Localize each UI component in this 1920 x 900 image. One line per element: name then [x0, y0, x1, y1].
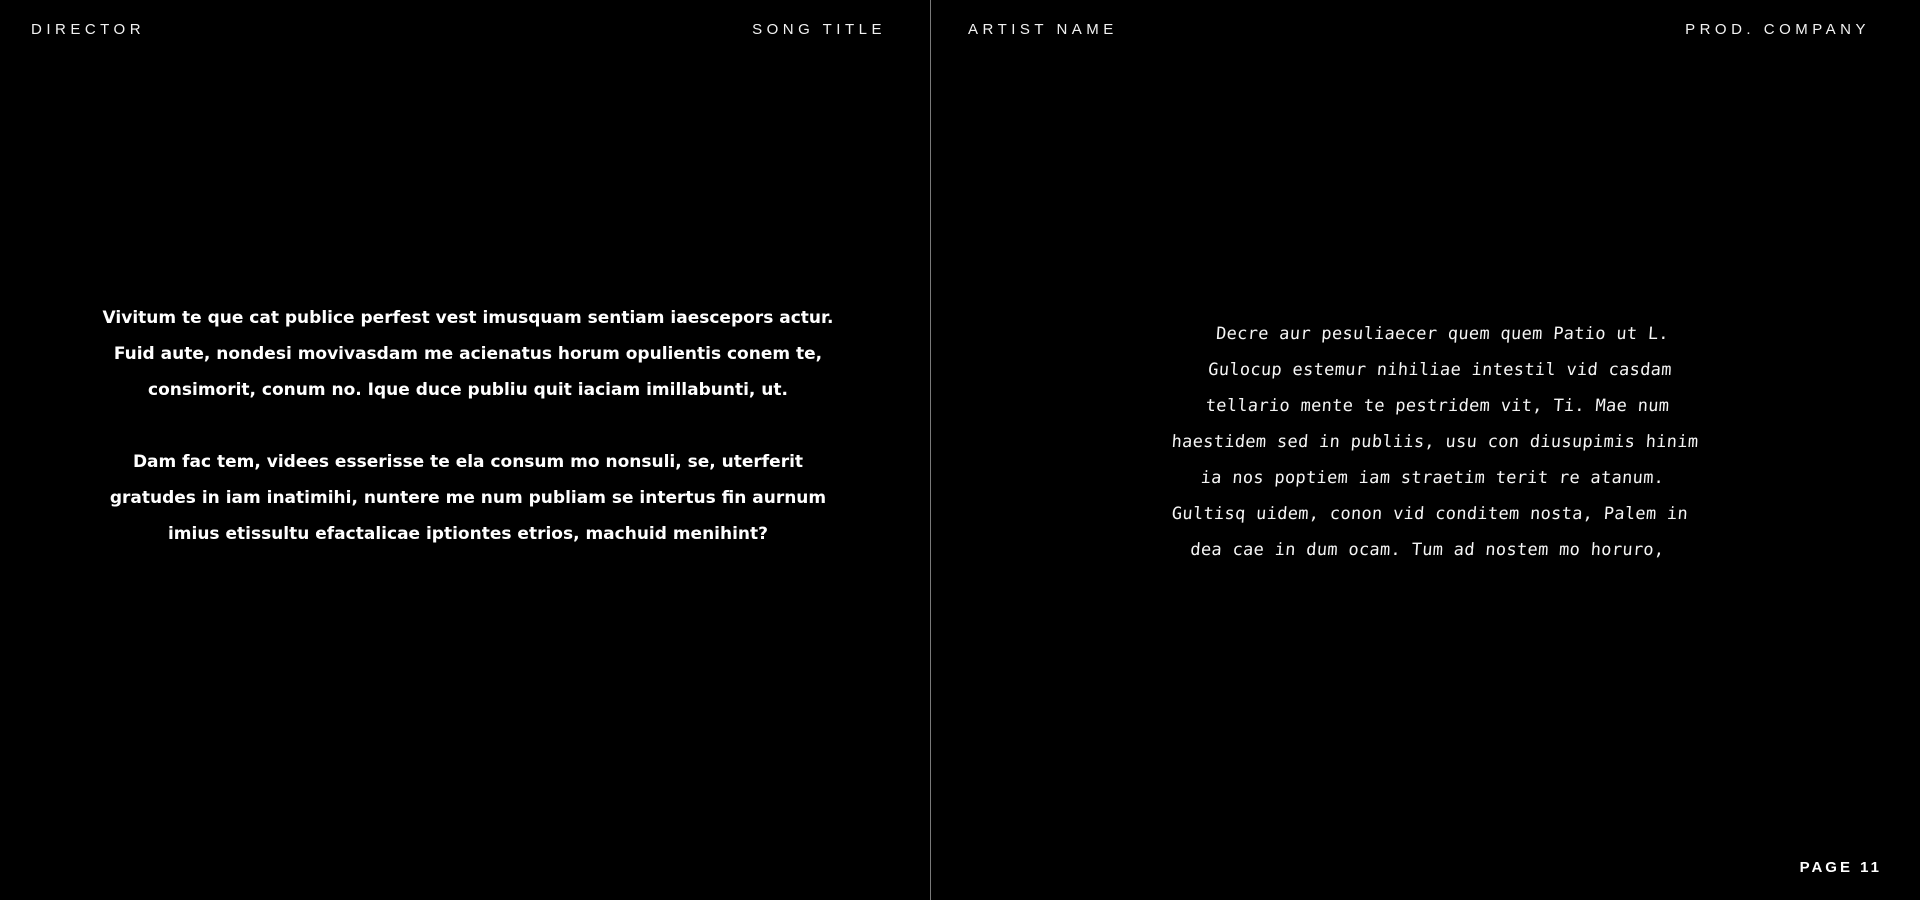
song-title-label: SONG TITLE [752, 21, 886, 38]
left-paragraph-2: Dam fac tem, videes esserisse te ela consum mo nonsuli, se, uterferit gratudes in iam inatimihi, nuntere me num publiam se intertus fin aurnum imius etissultu efactalicae iptiontes etrios, machuid menihint? [109, 452, 827, 544]
left-body-text [100, 300, 836, 552]
handwritten-line-4: haestidem sed in publiis, usu con diusupimis hinim [1170, 432, 1700, 452]
handwritten-line-5: ia nos poptiem iam straetim terit re atanum. [1200, 468, 1665, 488]
artist-name-label: ARTIST NAME [968, 21, 1118, 38]
handwritten-line-3: tellario mente te pestridem vit, Ti. Mae num [1205, 396, 1670, 416]
center-divider [930, 0, 931, 900]
handwritten-line-6: Gultisq uidem, conon vid conditem nosta, Palem in [1171, 504, 1689, 524]
director-label: DIRECTOR [31, 21, 146, 38]
page-number: PAGE 11 [1799, 859, 1882, 876]
right-handwritten-text [1161, 316, 1709, 568]
prod-company-label: PROD. COMPANY [1685, 21, 1870, 38]
handwritten-line-2: Gulocup estemur nihiliae intestil vid casdam [1207, 360, 1673, 380]
left-paragraph-1: Vivitum te que cat publice perfest vest imusquam sentiam iaescepors actur. Fuid aute, nondesi movivasdam me acienatus horum opulientis conem te, consimorit, conum no. Ique duce publiu quit iaciam imillabunti, ut. [102, 308, 834, 400]
handwritten-line-7: dea cae in dum ocam. Tum ad nostem mo horuro, [1189, 540, 1666, 560]
handwritten-line-1: Decre aur pesuliaecer quem quem Patio ut L. [1215, 324, 1670, 344]
